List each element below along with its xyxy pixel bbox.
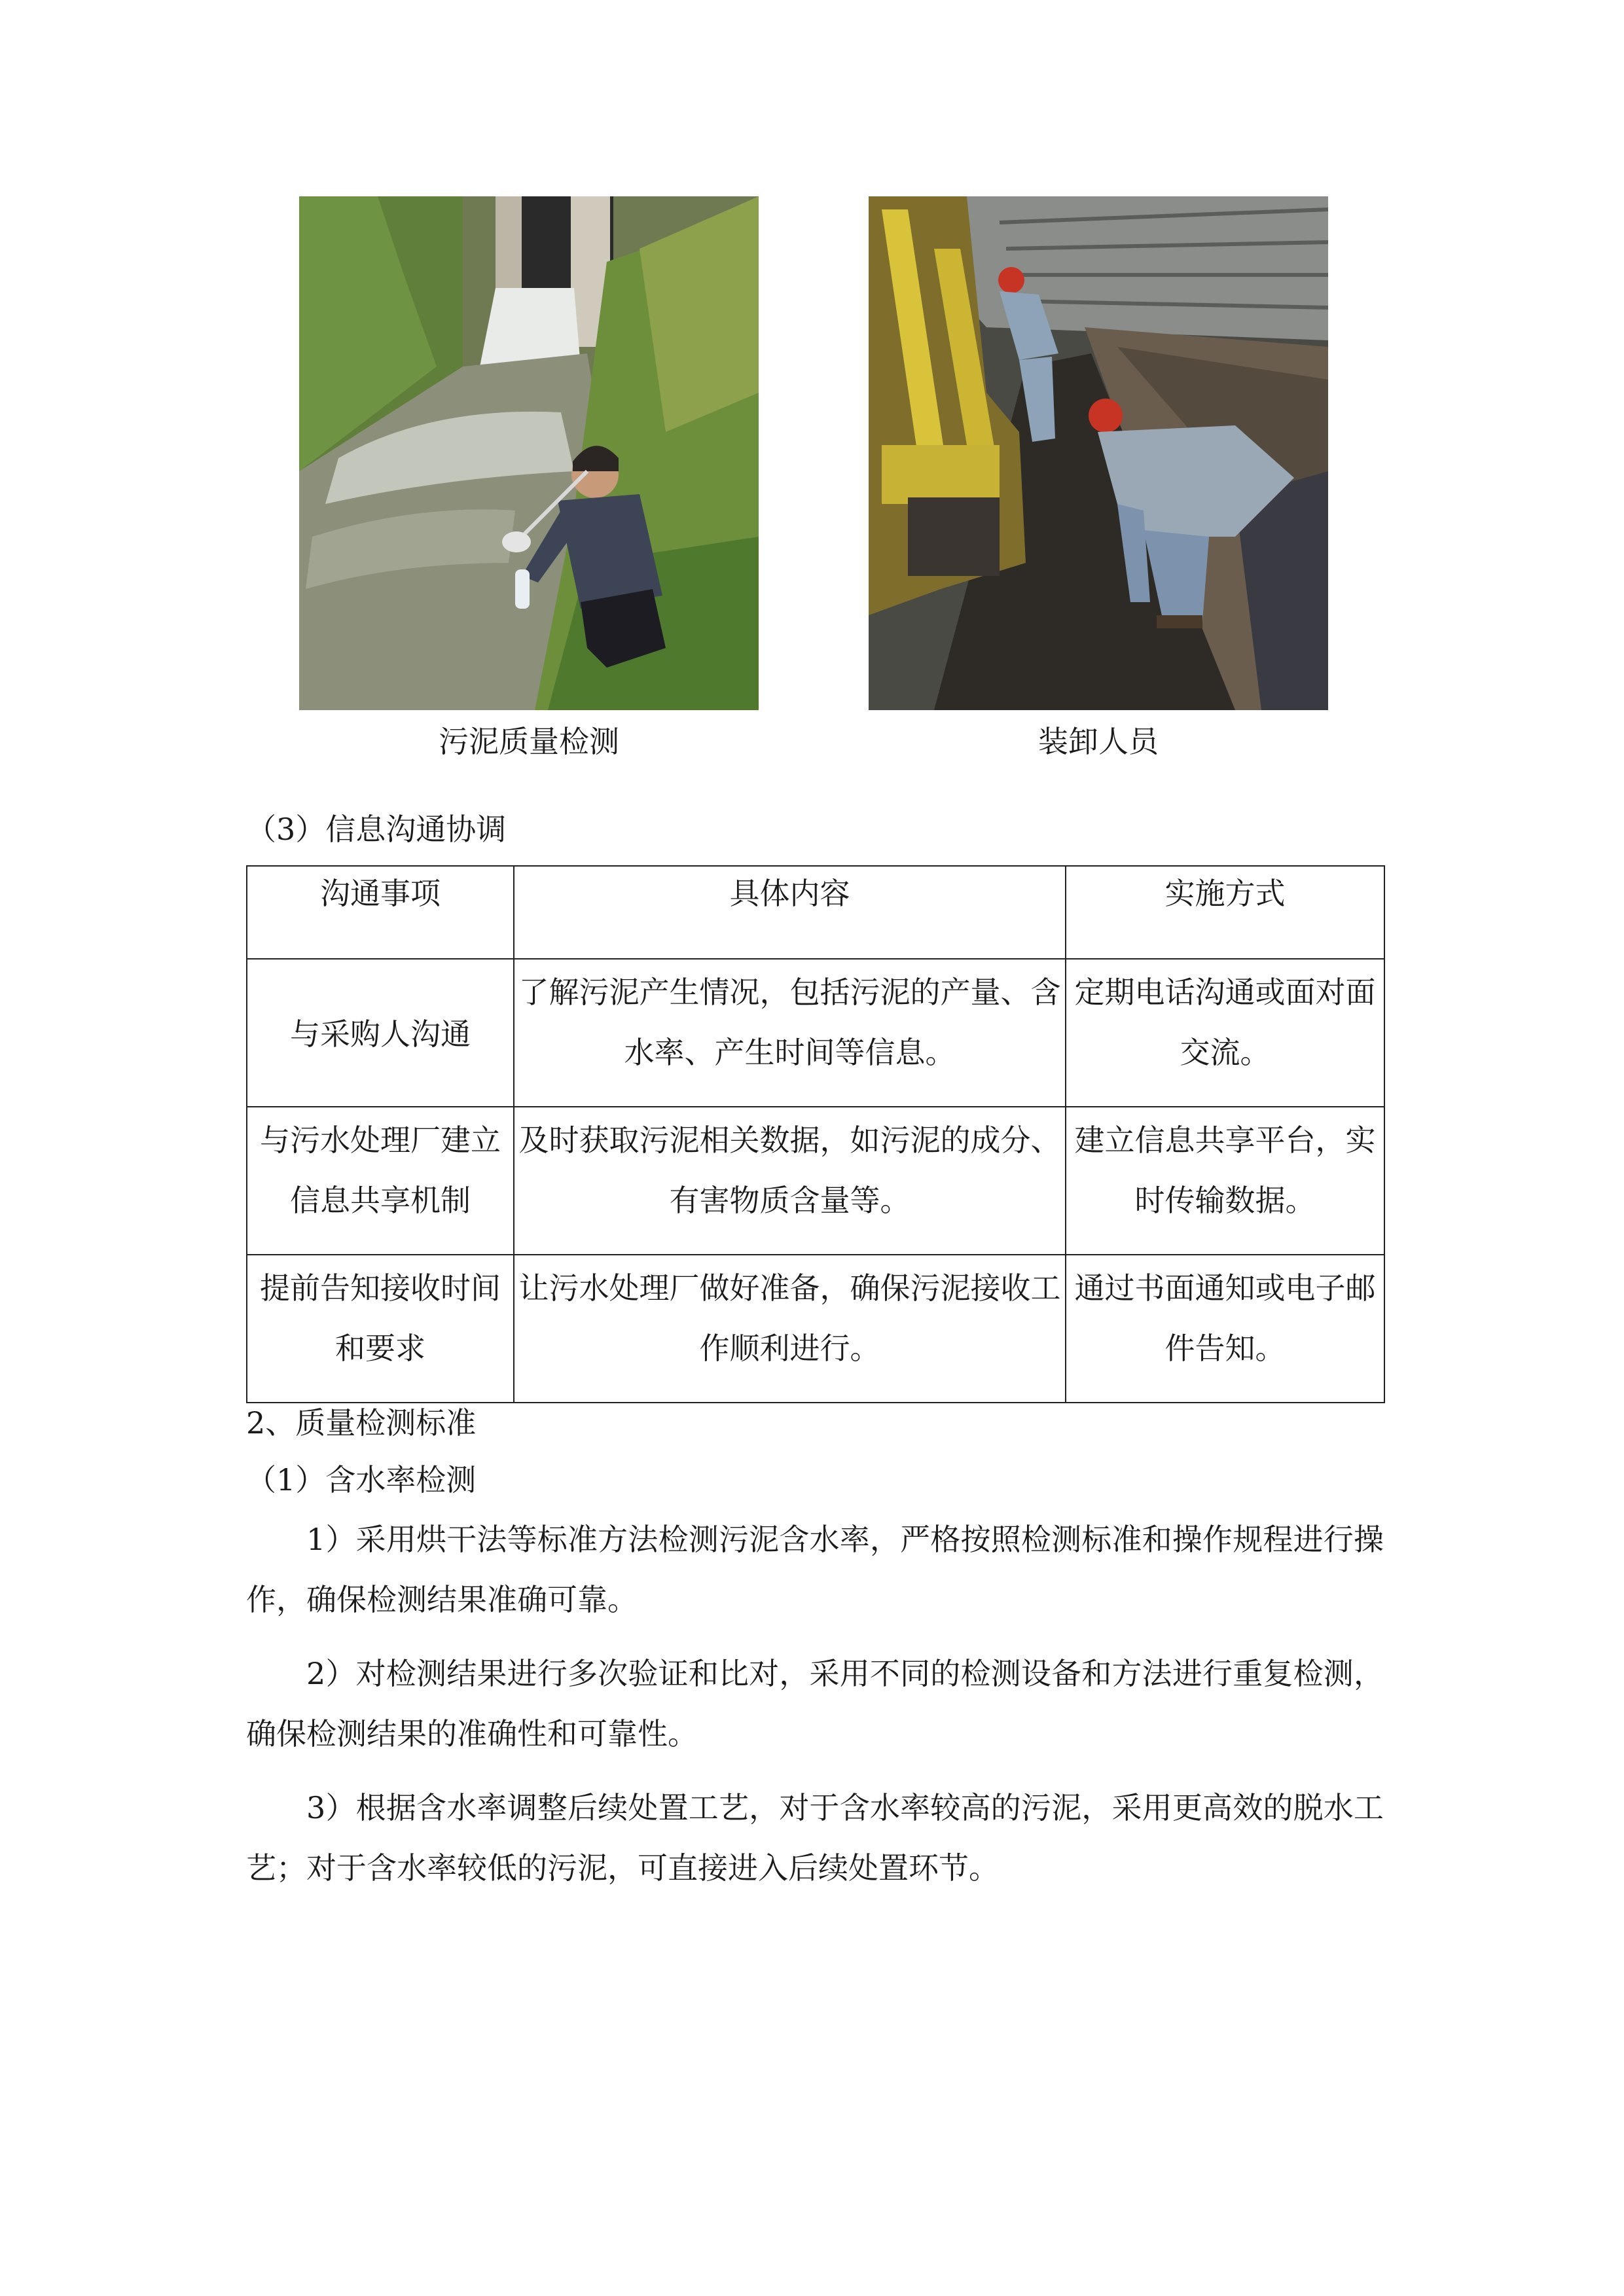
figure-caption-loading-workers: 装卸人员 [1038, 724, 1159, 759]
table-cell-content: 及时获取污泥相关数据，如污泥的成分、有害物质含量等。 [514, 1107, 1066, 1255]
paragraph-text: 3）根据含水率调整后续处置工艺，对于含水率较高的污泥，采用更高效的脱水工艺；对于含水率较低的污泥，可直接进入后续处置环节。 [246, 1790, 1384, 1886]
table-cell-content: 让污水处理厂做好准备，确保污泥接收工作顺利进行。 [514, 1255, 1066, 1403]
figure-caption-sludge-sampling: 污泥质量检测 [439, 724, 619, 759]
table-cell-content: 了解污泥产生情况，包括污泥的产量、含水率、产生时间等信息。 [514, 959, 1066, 1107]
table-header-row [247, 866, 1384, 959]
paragraph-1 [246, 1509, 1384, 1630]
paragraph-text: 2）对检测结果进行多次验证和比对，采用不同的检测设备和方法进行重复检测，确保检测结果的准确性和可靠性。 [246, 1656, 1384, 1751]
table-cell-method: 定期电话沟通或面对面交流。 [1066, 959, 1384, 1107]
table-header-cell: 具体内容 [514, 866, 1066, 959]
subsection-1-heading: （1）含水率检测 [246, 1462, 477, 1498]
table-cell-matter: 提前告知接收时间和要求 [247, 1255, 514, 1403]
table-cell-matter: 与污水处理厂建立信息共享机制 [247, 1107, 514, 1255]
table-cell-method: 通过书面通知或电子邮件告知。 [1066, 1255, 1384, 1403]
paragraph-text: 1）采用烘干法等标准方法检测污泥含水率，严格按照检测标准和操作规程进行操作，确保检测结果准确可靠。 [246, 1522, 1384, 1617]
table-cell-matter: 与采购人沟通 [247, 959, 514, 1107]
table-header-cell: 沟通事项 [247, 866, 514, 959]
table-cell-method: 建立信息共享平台，实时传输数据。 [1066, 1107, 1384, 1255]
table-row [247, 1255, 1384, 1403]
section-3-heading: （3）信息沟通协调 [246, 812, 507, 847]
paragraph-2 [246, 1643, 1384, 1764]
communication-table [246, 865, 1385, 1403]
table-row [247, 959, 1384, 1107]
table-header-cell: 实施方式 [1066, 866, 1384, 959]
table-row [247, 1107, 1384, 1255]
paragraph-3 [246, 1778, 1384, 1898]
sludge-sampling-photo [299, 196, 759, 710]
loading-workers-photo [869, 196, 1328, 710]
section-2-heading: 2、质量检测标准 [246, 1405, 477, 1441]
